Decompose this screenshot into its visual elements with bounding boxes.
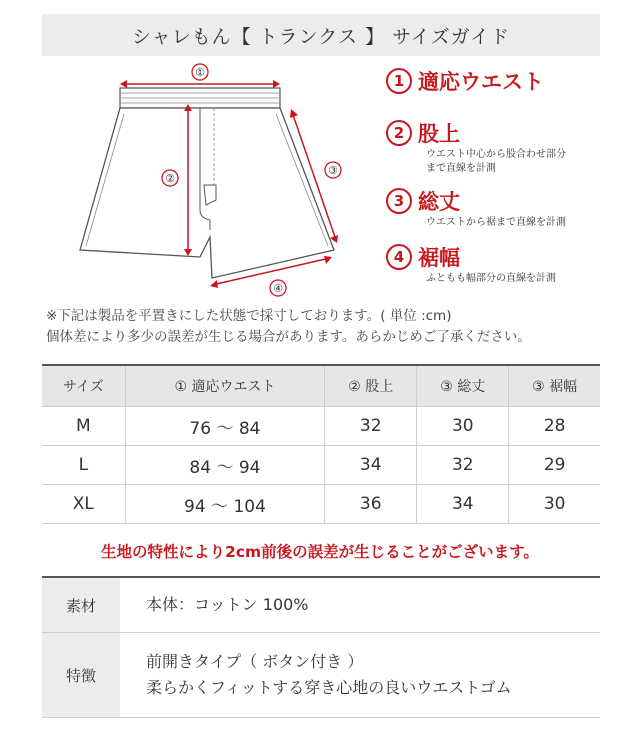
label-1: ① [195, 66, 205, 79]
legend-item-hem [386, 242, 626, 286]
label-4: ④ [273, 282, 283, 295]
cell-size: L [42, 446, 125, 485]
legend-name: 股上 [418, 122, 460, 146]
cell-size: XL [42, 485, 125, 524]
cell-hem: 30 [509, 485, 600, 524]
legend-item-rise [386, 118, 626, 176]
feature-line-2: 柔らかくフィットする穿き心地の良いウエストゴム [146, 678, 512, 697]
legend-num: 3 [386, 188, 412, 214]
legend-name: 裾幅 [418, 246, 460, 270]
feature-line-1: 前開きタイプ（ ボタン付き ） [146, 652, 364, 671]
legend-num: 2 [386, 120, 412, 146]
cell-waist: 76 ～ 84 [125, 407, 324, 446]
cell-rise: 36 [325, 485, 417, 524]
legend-desc: ふともも幅部分の直線を計測 [426, 273, 556, 284]
cell-length: 34 [417, 485, 509, 524]
spec-key: 特徴 [42, 633, 120, 717]
table-row [42, 407, 600, 446]
legend-num: 1 [386, 68, 412, 94]
spec-row-material [42, 576, 600, 633]
header-hem: ③ 裾幅 [509, 365, 600, 407]
spec-key: 素材 [42, 578, 120, 632]
legend-num: 4 [386, 244, 412, 270]
legend-name: 総丈 [418, 190, 460, 214]
cell-length: 32 [417, 446, 509, 485]
cell-length: 30 [417, 407, 509, 446]
label-3: ③ [328, 164, 338, 177]
legend-desc: ウエストから裾まで直線を計測 [426, 217, 566, 228]
cell-rise: 34 [325, 446, 417, 485]
measurement-legend [386, 66, 626, 292]
cell-waist: 84 ～ 94 [125, 446, 324, 485]
measurement-note: ※下記は製品を平置きにした状態で採寸しております。( 単位 :cm) 個体差により多少の誤差が生じる場合があります。あらかじめご了承ください。 [46, 308, 531, 345]
tolerance-note: 生地の特性により2cm前後の誤差が生じることがございます。 [101, 543, 539, 561]
header-length: ③ 総丈 [417, 365, 509, 407]
cell-size: M [42, 407, 125, 446]
spec-value [120, 633, 600, 717]
cell-hem: 29 [509, 446, 600, 485]
table-row [42, 446, 600, 485]
legend-name: 適応ウエスト [418, 70, 544, 94]
legend-desc: ウエスト中心から股合わせ部分 まで直線を計測 [426, 149, 566, 174]
spec-row-feature [42, 633, 600, 718]
legend-item-length [386, 186, 626, 230]
header-rise: ② 股上 [325, 365, 417, 407]
spec-value [120, 578, 600, 632]
label-2: ② [165, 172, 175, 185]
header-waist: ① 適応ウエスト [125, 365, 324, 407]
shorts-diagram [60, 60, 370, 300]
table-row [42, 485, 600, 524]
cell-waist: 94 ～ 104 [125, 485, 324, 524]
page-title: シャレもん【 トランクス 】 サイズガイド [42, 14, 600, 56]
cell-rise: 32 [325, 407, 417, 446]
material-text: 本体：コットン 100% [146, 595, 309, 614]
cell-hem: 28 [509, 407, 600, 446]
header-size: サイズ [42, 365, 125, 407]
size-table [42, 364, 600, 524]
legend-item-waist [386, 66, 626, 96]
spec-table [42, 576, 600, 718]
